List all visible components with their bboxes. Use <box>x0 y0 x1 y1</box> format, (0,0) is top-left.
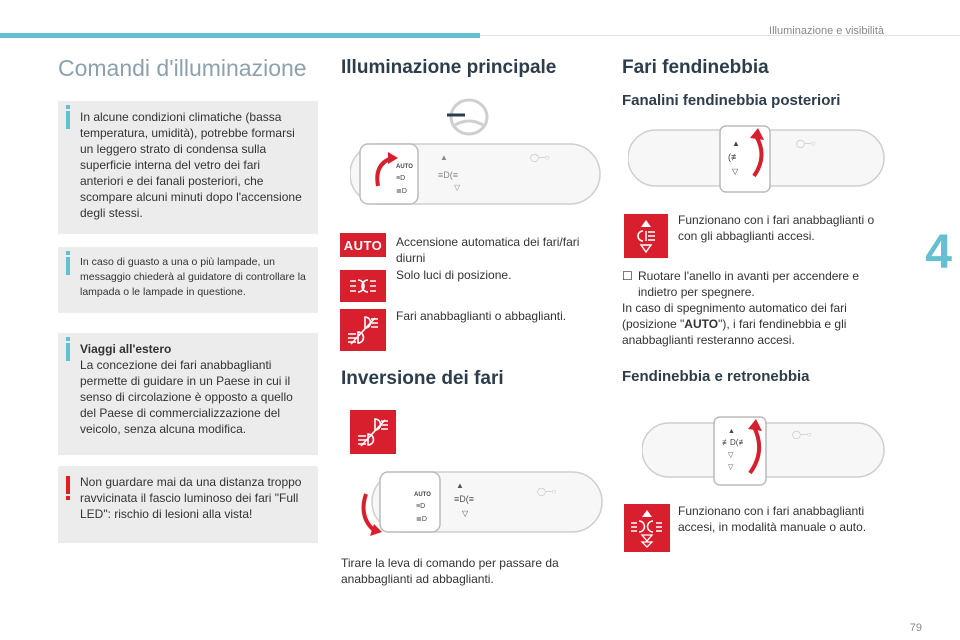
svg-text:≡D: ≡D <box>416 503 426 510</box>
rear-fog-description: Funzionano con i fari anabbaglianti o con gli abbaglianti accesi. <box>678 213 875 243</box>
beam-switch-icon <box>350 410 396 454</box>
auto-description: Accensione automatica dei fari/fari diurni <box>396 235 580 265</box>
header-rule <box>480 35 960 36</box>
subsection-front-rear-fog: Fendinebbia e retronebbia <box>622 368 810 385</box>
auto-mode-note <box>622 300 880 348</box>
rear-fog-instruction: Ruotare l'anello in avanti per accendere e indietro per spegnere. <box>638 269 860 299</box>
rear-fog-lever-illustration <box>628 120 886 200</box>
section-header: Illuminazione e visibilità <box>769 25 884 37</box>
lever-auto-label: AUTO <box>414 492 431 498</box>
header-accent-bar <box>0 33 480 38</box>
section-title-fog-lamps: Fari fendinebbia <box>622 57 769 78</box>
svg-text:≢D(≢: ≢D(≢ <box>722 438 747 447</box>
steering-wheel-icon <box>441 97 491 139</box>
svg-text:▲: ▲ <box>732 139 740 148</box>
rear-fog-icon <box>624 214 668 258</box>
info-box-condensation <box>58 101 318 234</box>
svg-text:◯─○: ◯─○ <box>530 153 550 162</box>
svg-text:≣D: ≣D <box>396 188 407 195</box>
auto-note-pre: In caso di spegnimento automatico dei fari (posizione " <box>622 301 847 331</box>
subsection-rear-fog: Fanalini fendinebbia posteriori <box>622 92 841 109</box>
beam-switch-lever-illustration <box>352 466 604 546</box>
info-box-bulb-failure <box>58 247 318 313</box>
section-title-headlight-switch: Inversione dei fari <box>341 368 504 389</box>
warning-icon <box>66 476 70 494</box>
svg-text:≣D: ≣D <box>416 516 427 523</box>
auto-note-bold: AUTO <box>684 317 719 331</box>
svg-text:▲: ▲ <box>728 428 735 435</box>
bullet-icon: ☐ <box>622 269 633 283</box>
info-box-travel-abroad <box>58 333 318 455</box>
svg-text:▽: ▽ <box>454 183 461 192</box>
auto-light-icon: AUTO <box>340 233 386 257</box>
beam-switch-caption: Tirare la leva di comando per passare da anabbaglianti ad abbaglianti. <box>341 556 559 586</box>
info-text: In alcune condizioni climatiche (bassa temperatura, umidità), potrebbe formarsi un leggero strato di condensa sulla superficie interna del vetro dei fari anteriori e dei fanali posteriori, che scompare alcuni minuti dopo l'accensione degli stessi. <box>80 110 302 220</box>
svg-text:≡D(≡: ≡D(≡ <box>438 170 458 180</box>
side-lights-icon <box>340 270 386 302</box>
front-rear-fog-icon <box>624 504 670 552</box>
svg-text:▽: ▽ <box>732 167 739 176</box>
svg-text:▽: ▽ <box>462 509 469 518</box>
lighting-lever-illustration <box>350 138 602 210</box>
info-text: La concezione dei fari anabbaglianti permette di guidare in un Paese in cui il senso di circolazione è opposto a quello del Paese di commercializzazione del veicolo, senza alcuna modifica. <box>80 358 293 436</box>
svg-text:≡D: ≡D <box>396 175 406 182</box>
dipped-main-beam-icon <box>340 309 386 351</box>
lever-auto-label: AUTO <box>396 164 413 170</box>
section-title-main-lighting: Illuminazione principale <box>341 57 557 78</box>
front-rear-fog-lever-illustration <box>642 415 886 489</box>
front-rear-fog-description: Funzionano con i fari anabbaglianti accesi, in modalità manuale o auto. <box>678 504 867 534</box>
svg-text:▽: ▽ <box>728 464 734 471</box>
info-icon <box>66 343 70 361</box>
svg-text:◯─○: ◯─○ <box>796 139 816 148</box>
warning-text: Non guardare mai da una distanza troppo ravvicinata il fascio luminoso dei fari "Full LED": rischio di lesioni alla vista! <box>80 475 302 521</box>
auto-note-post: "), i fari fendinebbia e gli anabbaglianti resteranno accesi. <box>622 317 847 347</box>
info-title: Viaggi all'estero <box>80 342 172 356</box>
page-number: 79 <box>909 622 922 634</box>
warning-box-led <box>58 466 318 543</box>
svg-text:▲: ▲ <box>456 481 464 490</box>
chapter-number: 4 <box>925 226 952 279</box>
svg-text:▲: ▲ <box>440 153 448 162</box>
dipped-main-beam-description: Fari anabbaglianti o abbaglianti. <box>396 309 567 323</box>
info-text: In caso di guasto a una o più lampade, un messaggio chiederà al guidatore di controllare la lampada o le lampade in questione. <box>80 256 306 298</box>
svg-text:▽: ▽ <box>728 452 734 459</box>
svg-text:◯─○: ◯─○ <box>537 487 557 496</box>
svg-text:≡D(≡: ≡D(≡ <box>454 494 474 504</box>
info-icon <box>66 257 70 275</box>
page-title: Comandi d'illuminazione <box>58 55 307 81</box>
svg-text:(≢: (≢ <box>728 152 740 162</box>
side-lights-description: Solo luci di posizione. <box>396 268 512 282</box>
info-icon <box>66 111 70 129</box>
svg-text:◯─○: ◯─○ <box>792 430 812 439</box>
